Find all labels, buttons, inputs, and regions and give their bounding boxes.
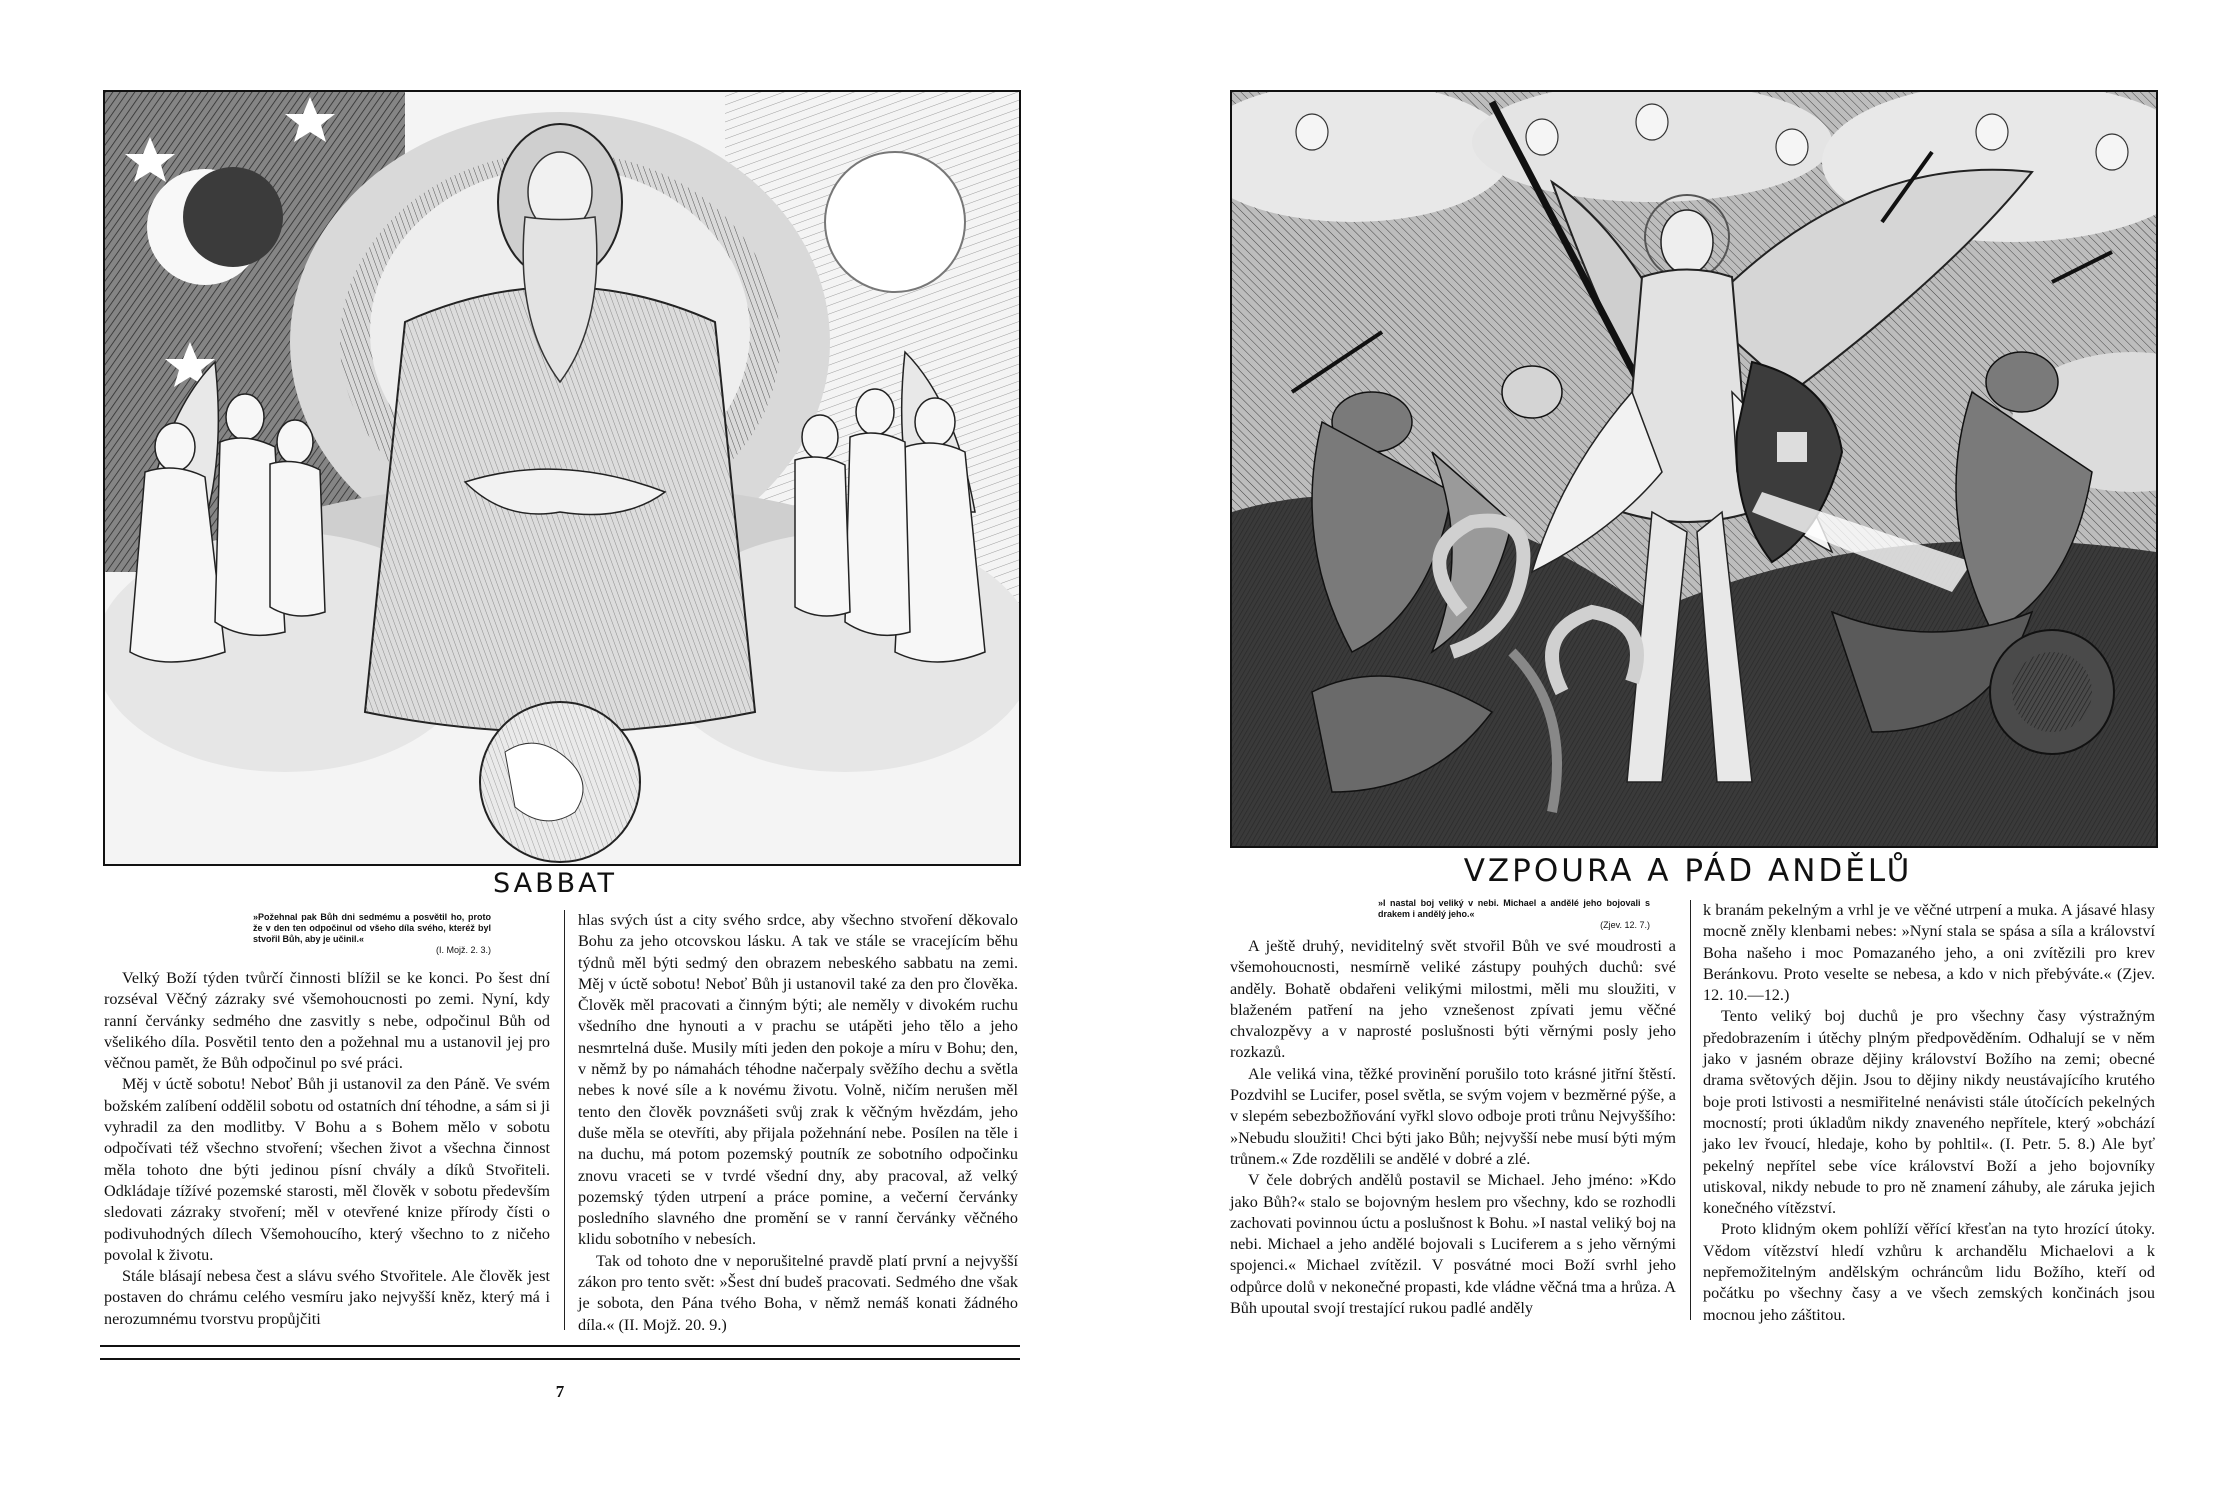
right-page [1108,0,2216,1500]
left-caption-text: »Požehnal pak Bůh dni sedmému a posvětil ho, proto že v den ten odpočinul od všeho díla svého, kteréž byl stvořil Bůh, aby je učinil.« [253,912,491,944]
left-column-1 [104,968,550,1330]
right-caption-text: »I nastal boj veliký v nebi. Michael a andělé jeho bojovali s drakem i andělý jeho.« [1378,898,1650,919]
right-column-divider [1690,900,1691,1320]
paragraph: Stále blásají nebesa čest a slávu svého Stvořitele. Ale člověk jest postaven do chrámu celého vesmíru jako nejvyšší kněz, který má i nerozumnému tvorstvu propůjčiti [104,1267,550,1328]
left-column-divider [564,910,565,1330]
paragraph: Velký Boží týden tvůrčí činnosti blížil se ke konci. Po šest dní rozséval Věčný zázraky své všemohoucnosti po zemi. Nyní, kdy ranní červánky sedmého dne zasvitly s nebe, odpočinul Bůh od všelikého díla. Posvětil tento den a požehnal mu a ustanovil jej pro věčnou pamět, že Bůh odpočinul po své práci. [104,969,550,1073]
footer-rule-top [100,1345,1020,1347]
left-caption [253,912,491,956]
archangel-michael-engraving [1230,90,2158,848]
left-caption-reference: (I. Mojž. 2. 3.) [435,945,491,955]
page-number: 7 [555,1382,565,1401]
paragraph: k branám pekelným a vrhl je ve věčné utrpení a muka. A jásavé hlasy mocně zněly klenbami nebes: »Nyní stala se spása a síla a království Boha našeho i moc Pomazaného jeho, a oni zvítězili pro krev Beránkovu. Proto veselte se nebesa, a kdo v nich přebýváte.« (Zjev. 12. 10.—12.) [1703,901,2155,1005]
creator-engraving-art [105,92,1019,864]
right-caption [1378,898,1650,931]
archangel-michael-engraving-art [1232,92,2156,846]
left-column-2 [578,910,1018,1336]
paragraph: Měj v úctě sobotu! Neboť Bůh ji ustanovil za den Páně. Ve svém božském zalíbení oddělil sobotu od ostatních dní téhodne, a sám si ji vyhradil za den modlitby. V Bohu a s Bohem mělo v sobotu odpočívati též všechno stvoření; všechen život a všechna činnost měla tohoto dne býti jedinou písní chvály a díků Stvořiteli. Odkládaje tížívé pozemské starosti, měl člověk v sobotu především sledovati zázraky stvoření; měl v otevřené knize přírody čísti o podivuhodných dílech Všemohoucího, který všechno to z ničeho povolal k životu. [104,1075,550,1264]
creator-engraving [103,90,1021,866]
right-caption-reference: (Zjev. 12. 7.) [1600,920,1650,930]
paragraph: A ještě druhý, neviditelný svět stvořil Bůh ve své moudrosti a všemohoucnosti, nesmírně veliké zástupy pouhých duchů: své anděly. Bohatě obdařeni velikými milostmi, měli mu sloužiti, v blaženém patření na jeho vznešenost zpívati jemu věčné chvalozpěvy a v naprosté poslušnosti býti věrnými posly jeho rozkazů. [1230,937,1676,1062]
paragraph: hlas svých úst a city svého srdce, aby všechno stvoření děkovalo Bohu za jeho otcovskou lásku. A tak ve stále se vracejícím běhu týdnů měl býti sedmý den obrazem nebeského sabbatu na zemi. Měj v úctě sobotu! Neboť Bůh ji ustanovil také za den pro člověka. Člověk měl pracovati a činným býti; ale neměly v divokém ruchu všedního dne hynouti a v prachu se utápěti jeho tělo a jeho nesmrtelná duše. Musily míti jeden den pokoje a míru v Bohu; den, v němž by po námahách téhodne načerpaly svěžího dechu a světla nebes k nové síle a k novému životu. Volně, ničím nerušen měl tento den člověk povznášeti svůj zrak k věčným hvězdám, jeho duše měla se otevříti, aby přijala požehnání nebe. Posílen na těle i na duchu, má potom pozemský poutník ze sobotního odpočinku znovu vraceti se v tvrdé všední dny, aby pracoval, až velký pozemský týden utrpení a práce pomine, a večerní červánky posledního slavného dne promění se v ranní červánky věčného klidu sobotního v nebesích. [578,911,1018,1249]
paragraph: V čele dobrých andělů postavil se Michael. Jeho jméno: »Kdo jako Bůh?« stalo se bojovným heslem pro všechny, kdo se rozhodli zachovati povinnou úctu a poslušnost k Bohu. »I nastal veliký boj na nebi. Michael a jeho andělé bojovali s Luciferem a s jeho věrnými spojenci.« Michael zvítězil. V posvátné moci Boží svrhl jeho odpůrce dolů v nekonečné propasti, kde vládne věčná tma a hrůza. A Bůh upoutal svojí trestající rukou padlé anděly [1230,1171,1676,1318]
right-column-1 [1230,936,1676,1319]
paragraph: Tak od tohoto dne v neporušitelné pravdě platí první a nejvyšší zákon pro tento svět: »Šest dní budeš pracovati. Sedmého dne však je sobota, den Pána tvého Boha, v němž nemáš konati žádného díla.« (II. Mojž. 20. 9.) [578,1251,1018,1334]
paragraph: Ale veliká vina, těžké provinění porušilo toto krásné jitřní štěstí. Pozdvihl se Lucifer, posel světla, se svým vojem v bezměrné pýše, a v slepém sebezbožňování vyřkl slovo odboje proti trůnu Nejvyššího: »Nebudu sloužiti! Chci býti jako Bůh; nejvyšší nebe musí býti mým trůnem.« Zde rozdělili se andělé v dobré a zlé. [1230,1064,1676,1168]
paragraph: Proto klidným okem pohlíží věřící křesťan na tyto hrozící útoky. Vědom vítězství hledí vzhůru k archandělu Michaelovi a k nepřemožitelným andělským ochráncům lidu Božího, kteří od počátku po všechny časy a ve všech zemských končinách jsou mocnou jeho záštitou. [1703,1220,2155,1324]
footer-rule-bottom [100,1358,1020,1360]
right-page-title: VZPOURA A PÁD ANDĚLŮ [1463,853,1913,889]
right-column-2 [1703,900,2155,1326]
paragraph: Tento veliký boj duchů je pro všechny časy výstražným předobrazením i útěchy plným předpověděním. Odhalují se v něm jako v jasném obraze dějiny království Božího na zemi; obecné drama světových dějin. Jsou to dějiny nikdy neustávajícího krutého boje proti lstivosti a nesmiřitelné nenávisti stále útočících pekelných mocností; proti úkladům nikdy znaveného nepřítele, který »obchází jako lev řvoucí, hledaje, koho by pohltil«. (I. Petr. 5. 8.) Ale byť pekelný nepřítel sebe více království Boží a jeho bojovníky utiskoval, nikdy nebude to pro ně znamení záhuby, ale záruka jejich konečného vítězství. [1703,1007,2155,1218]
left-page-title: SABBAT [492,868,618,899]
